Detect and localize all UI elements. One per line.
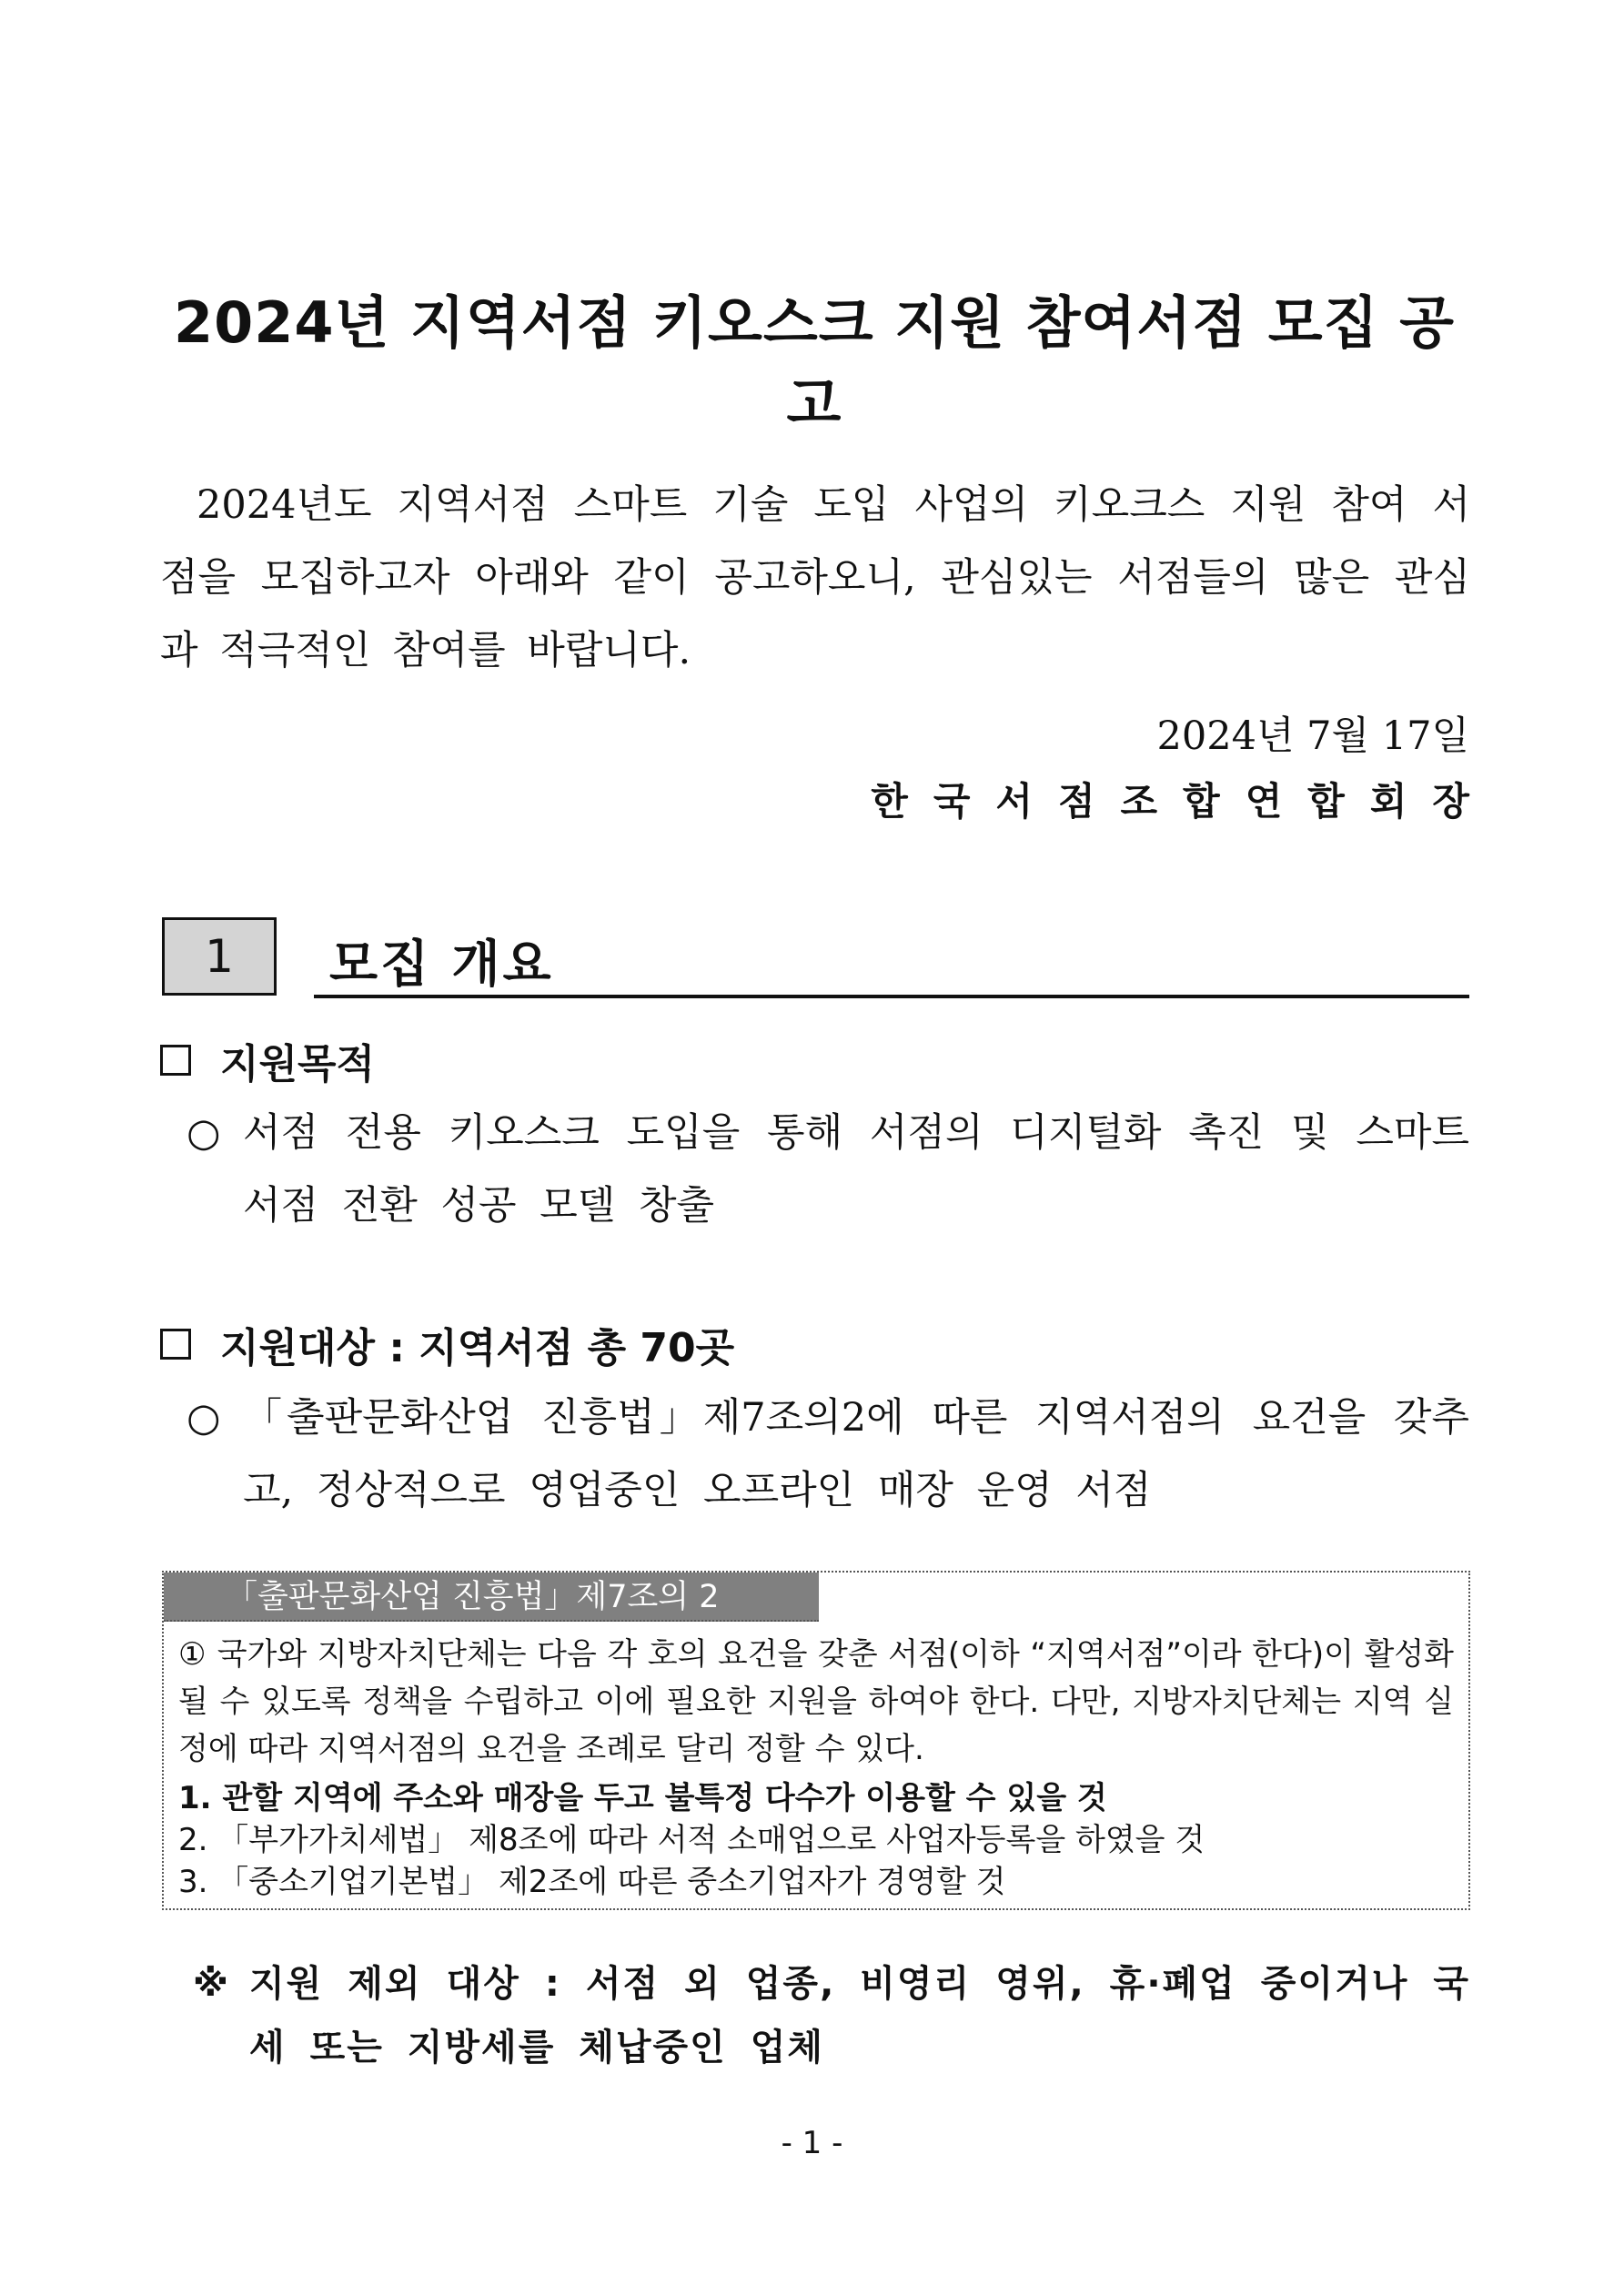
purpose-heading <box>160 1031 375 1089</box>
page-title: 2024년 지역서점 키오스크 지원 참여서점 모집 공고 <box>173 289 1456 437</box>
page-number: - 1 - <box>781 2125 843 2161</box>
section-underline <box>314 995 1469 998</box>
law-item: 1. 관할 지역에 주소와 매장을 두고 불특정 다수가 이용할 수 있을 것 <box>178 1780 1107 1816</box>
circle-bullet-icon: ○ <box>187 1110 221 1156</box>
reference-mark-icon: ※ <box>193 1963 228 2005</box>
purpose-heading-label: 지원목적 <box>220 1041 376 1087</box>
announcement-date: 2024년 7월 17일 <box>1156 713 1469 759</box>
law-excerpt-paragraph: ① 국가와 지방자치단체는 다음 각 호의 요건을 갖춘 서점(이하 “지역서점”이라 한다)이 활성화될 수 있도록 정책을 수립하고 이에 필요한 지원을 하여야 한다. 다만, 지방자치단체는 지역 실정에 따라 지역서점의 요건을 조례로 달리 정할 수 있다. <box>178 1636 1454 1767</box>
target-bullet <box>187 1381 1469 1527</box>
exclusion-note <box>193 1952 1470 2079</box>
purpose-text: 서점 전용 키오스크 도입을 통해 서점의 디지털화 촉진 및 스마트 서점 전환 성공 모델 창출 <box>243 1110 1469 1229</box>
law-excerpt-box <box>162 1571 1470 1910</box>
section-number-badge: 1 <box>162 917 277 996</box>
law-excerpt-title: 「출판문화산업 진흥법」제7조의 2 <box>164 1573 819 1622</box>
target-heading <box>160 1315 734 1373</box>
square-bullet-icon <box>160 1045 191 1076</box>
law-item: 3. 「중소기업기본법」 제2조에 따른 중소기업자가 경영할 것 <box>178 1864 1006 1900</box>
target-heading-label: 지원대상 : 지역서점 총 70곳 <box>220 1325 735 1371</box>
intro-paragraph: 2024년도 지역서점 스마트 기술 도입 사업의 키오크스 지원 참여 서점을 모집하고자 아래와 같이 공고하오니, 관심있는 서점들의 많은 관심과 적극적인 참여를 바랍니다. <box>160 482 1470 673</box>
target-text: 「출판문화산업 진흥법」제7조의2에 따른 지역서점의 요건을 갖추고, 정상적으로 영업중인 오프라인 매장 운영 서점 <box>243 1395 1469 1513</box>
purpose-bullet <box>187 1097 1469 1242</box>
circle-bullet-icon: ○ <box>187 1395 221 1441</box>
law-item: 2. 「부가가치세법」 제8조에 따라 서적 소매업으로 사업자등록을 하였을 것 <box>178 1822 1205 1858</box>
square-bullet-icon <box>160 1329 191 1360</box>
exclusion-note-text: 지원 제외 대상 : 서점 외 업종, 비영리 영위, 휴·폐업 중이거나 국세 또는 지방세를 체납중인 업체 <box>249 1963 1470 2068</box>
section-title: 모집 개요 <box>329 935 554 993</box>
issuing-organization: 한국서점조합연합회장 <box>871 779 1495 824</box>
